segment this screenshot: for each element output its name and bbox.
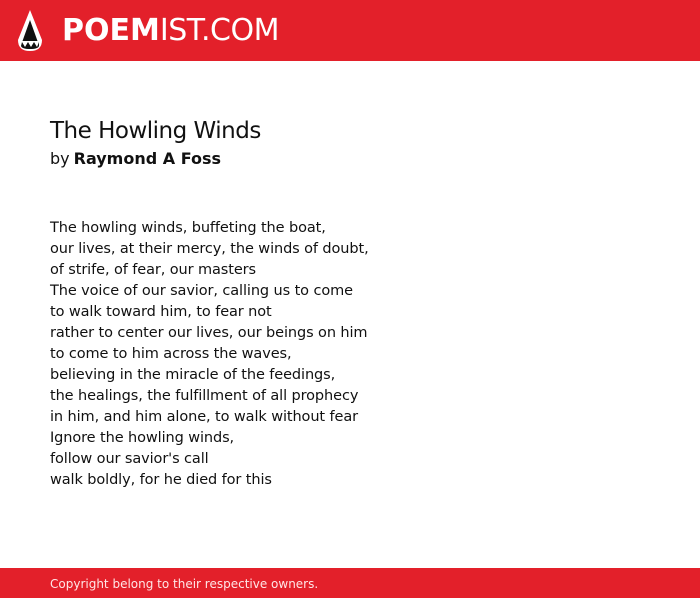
copyright-notice: Copyright belong to their respective owners.	[50, 577, 319, 591]
poem-line: the healings, the fulfillment of all prophecy	[50, 388, 359, 404]
poem-line: follow our savior's call	[50, 451, 209, 467]
site-logo[interactable]	[62, 12, 279, 50]
brand-name-bold: POEM	[62, 13, 160, 48]
poem-line: Ignore the howling winds,	[50, 430, 235, 446]
poem-line: rather to center our lives, our beings on him	[50, 325, 368, 341]
site-header	[0, 0, 700, 61]
brand-name-light: IST.COM	[159, 13, 279, 48]
poem-line: of strife, of fear, our masters	[50, 262, 256, 278]
poem-line: believing in the miracle of the feedings,	[50, 367, 336, 383]
poem-title: The Howling Winds	[50, 118, 261, 144]
by-label: by	[50, 149, 70, 168]
pen-nib-icon[interactable]	[18, 10, 42, 51]
poem-line: to come to him across the waves,	[50, 346, 292, 362]
poem-line: in him, and him alone, to walk without fear	[50, 409, 358, 425]
poem-body	[50, 218, 470, 491]
poem-line: to walk toward him, to fear not	[50, 304, 272, 320]
author-link[interactable]: Raymond A Foss	[73, 149, 222, 168]
poem-line: our lives, at their mercy, the winds of doubt,	[50, 241, 369, 257]
poem-line: walk boldly, for he died for this	[50, 472, 272, 488]
poem-byline	[50, 148, 221, 170]
site-footer	[0, 568, 700, 598]
poem-line: The howling winds, buffeting the boat,	[50, 220, 326, 236]
poem-line: The voice of our savior, calling us to come	[50, 283, 353, 299]
